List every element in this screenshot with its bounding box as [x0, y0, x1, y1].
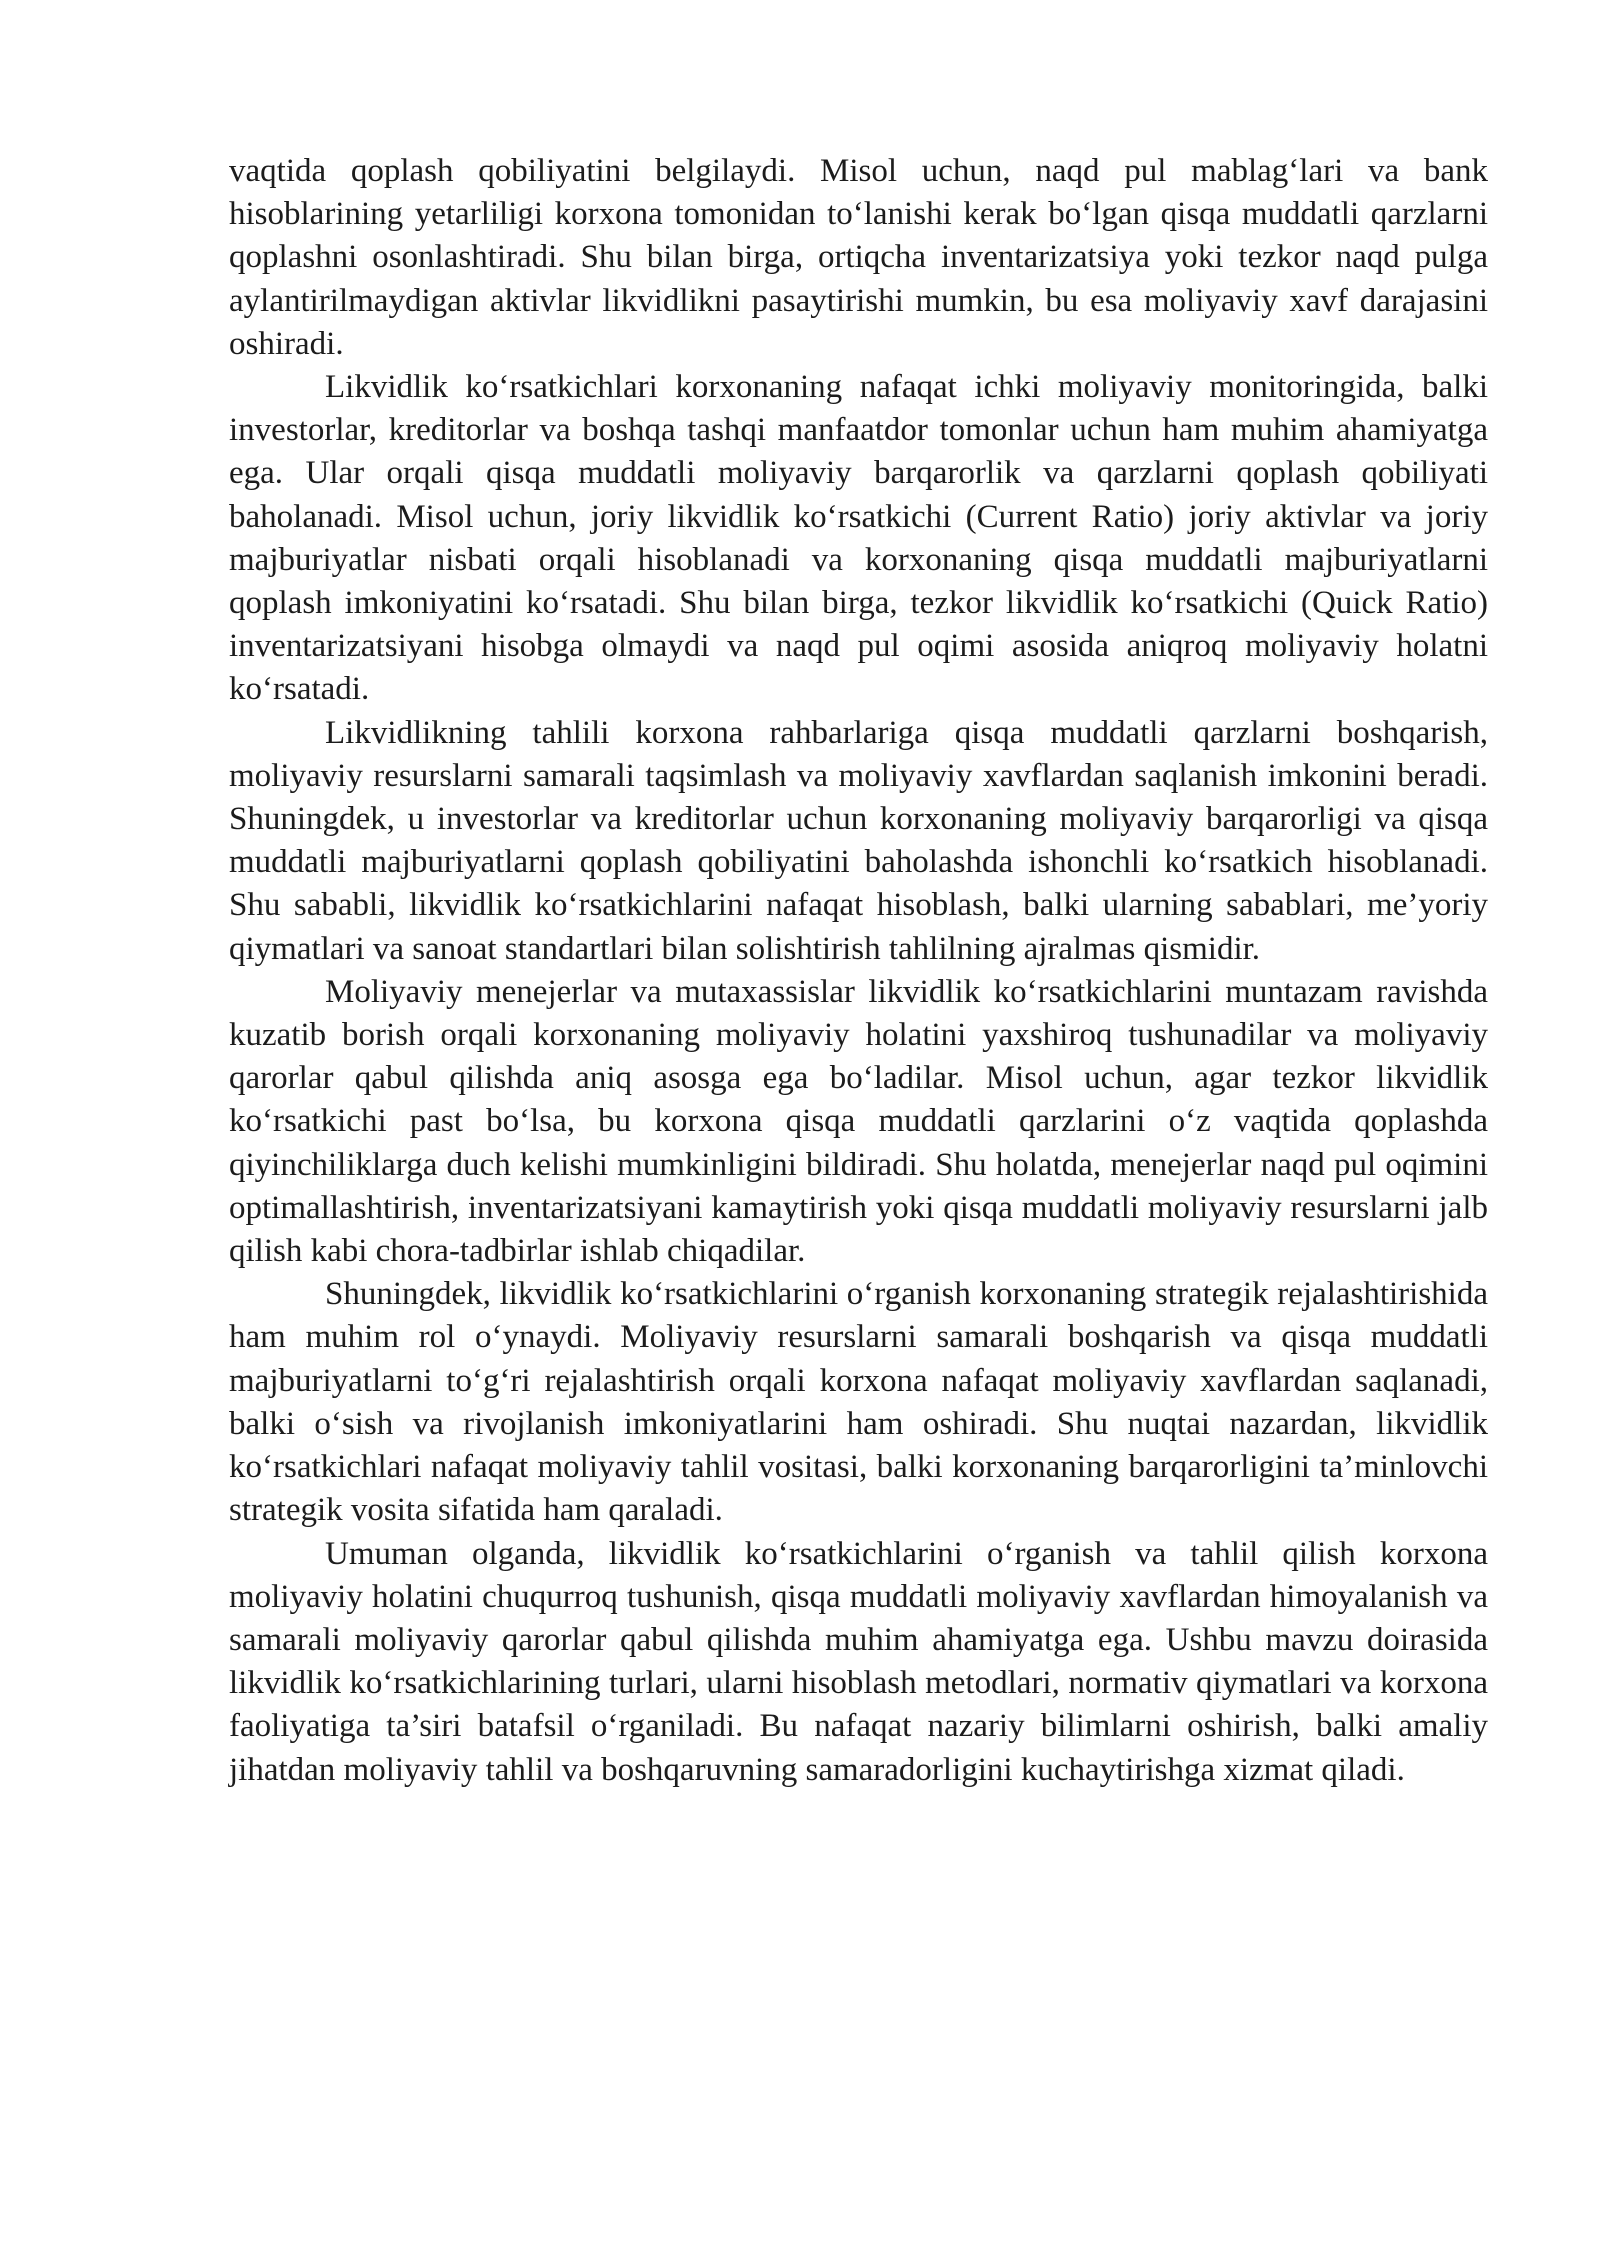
paragraph-liquidity-indicators: Likvidlik ko‘rsatkichlari korxonaning nafaqat ichki moliyaviy monitoringida, balki investorlar, kreditorlar va boshqa tashqi manfaatdor tomonlar uchun ham muhim ahamiyatga ega. Ular orqali qisqa muddatli moliyaviy barqarorlik va qarzlarni qoplash qobiliyati baholanadi. Misol uchun, joriy likvidlik ko‘rsatkichi (Current Ratio) joriy aktivlar va joriy majburiyatlar nisbati orqali hisoblanadi va korxonaning qisqa muddatli majburiyatlarni qoplash imkoniyatini ko‘rsatadi. Shu bilan birga, tezkor likvidlik ko‘rsatkichi (Quick Ratio) inventarizatsiyani hisobga olmaydi va naqd pul oqimi asosida aniqroq moliyaviy holatni ko‘rsatadi.	[229, 369, 1488, 708]
body-text	[229, 150, 1488, 1792]
paragraph-continuation: vaqtida qoplash qobiliyatini belgilaydi. Misol uchun, naqd pul mablag‘lari va bank hisoblarining yetarliligi korxona tomonidan to‘lanishi kerak bo‘lgan qisqa muddatli qarzlarni qoplashni osonlashtiradi. Shu bilan birga, ortiqcha inventarizatsiya yoki tezkor naqd pulga aylantirilmaydigan aktivlar likvidlikni pasaytirishi mumkin, bu esa moliyaviy xavf darajasini oshiradi.	[229, 153, 1488, 362]
paragraph-conclusion: Umuman olganda, likvidlik ko‘rsatkichlarini o‘rganish va tahlil qilish korxona moliyaviy holatini chuqurroq tushunish, qisqa muddatli moliyaviy xavflardan himoyalanish va samarali moliyaviy qarorlar qabul qilishda muhim ahamiyatga ega. Ushbu mavzu doirasida likvidlik ko‘rsatkichlarining turlari, ularni hisoblash metodlari, normativ qiymatlari va korxona faoliyatiga ta’siri batafsil o‘rganiladi. Bu nafaqat nazariy bilimlarni oshirish, balki amaliy jihatdan moliyaviy tahlil va boshqaruvning samaradorligini kuchaytirishga xizmat qiladi.	[229, 1535, 1488, 1788]
paragraph-strategic-planning: Shuningdek, likvidlik ko‘rsatkichlarini o‘rganish korxonaning strategik rejalashtirishida ham muhim rol o‘ynaydi. Moliyaviy resurslarni samarali boshqarish va qisqa muddatli majburiyatlarni to‘g‘ri rejalashtirish orqali korxona nafaqat moliyaviy xavflardan saqlanadi, balki o‘sish va rivojlanish imkoniyatlarini ham oshiradi. Shu nuqtai nazardan, likvidlik ko‘rsatkichlari nafaqat moliyaviy tahlil vositasi, balki korxonaning barqarorligini ta’minlovchi strategik vosita sifatida ham qaraladi.	[229, 1276, 1488, 1529]
paragraph-liquidity-analysis: Likvidlikning tahlili korxona rahbarlariga qisqa muddatli qarzlarni boshqarish, moliyaviy resurslarni samarali taqsimlash va moliyaviy xavflardan saqlanish imkonini beradi. Shuningdek, u investorlar va kreditorlar uchun korxonaning moliyaviy barqarorligi va qisqa muddatli majburiyatlarni qoplash qobiliyatini baholashda ishonchli ko‘rsatkich hisoblanadi. Shu sababli, likvidlik ko‘rsatkichlarini nafaqat hisoblash, balki ularning sabablari, me’yoriy qiymatlari va sanoat standartlari bilan solishtirish tahlilning ajralmas qismidir.	[229, 714, 1488, 967]
paragraph-financial-managers: Moliyaviy menejerlar va mutaxassislar likvidlik ko‘rsatkichlarini muntazam ravishda kuzatib borish orqali korxonaning moliyaviy holatini yaxshiroq tushunadilar va moliyaviy qarorlar qabul qilishda aniq asosga ega bo‘ladilar. Misol uchun, agar tezkor likvidlik ko‘rsatkichi past bo‘lsa, bu korxona qisqa muddatli qarzlarini o‘z vaqtida qoplashda qiyinchiliklarga duch kelishi mumkinligini bildiradi. Shu holatda, menejerlar naqd pul oqimini optimallashtirish, inventarizatsiyani kamaytirish yoki qisqa muddatli moliyaviy resurslarni jalb qilish kabi chora-tadbirlar ishlab chiqadilar.	[229, 973, 1488, 1270]
